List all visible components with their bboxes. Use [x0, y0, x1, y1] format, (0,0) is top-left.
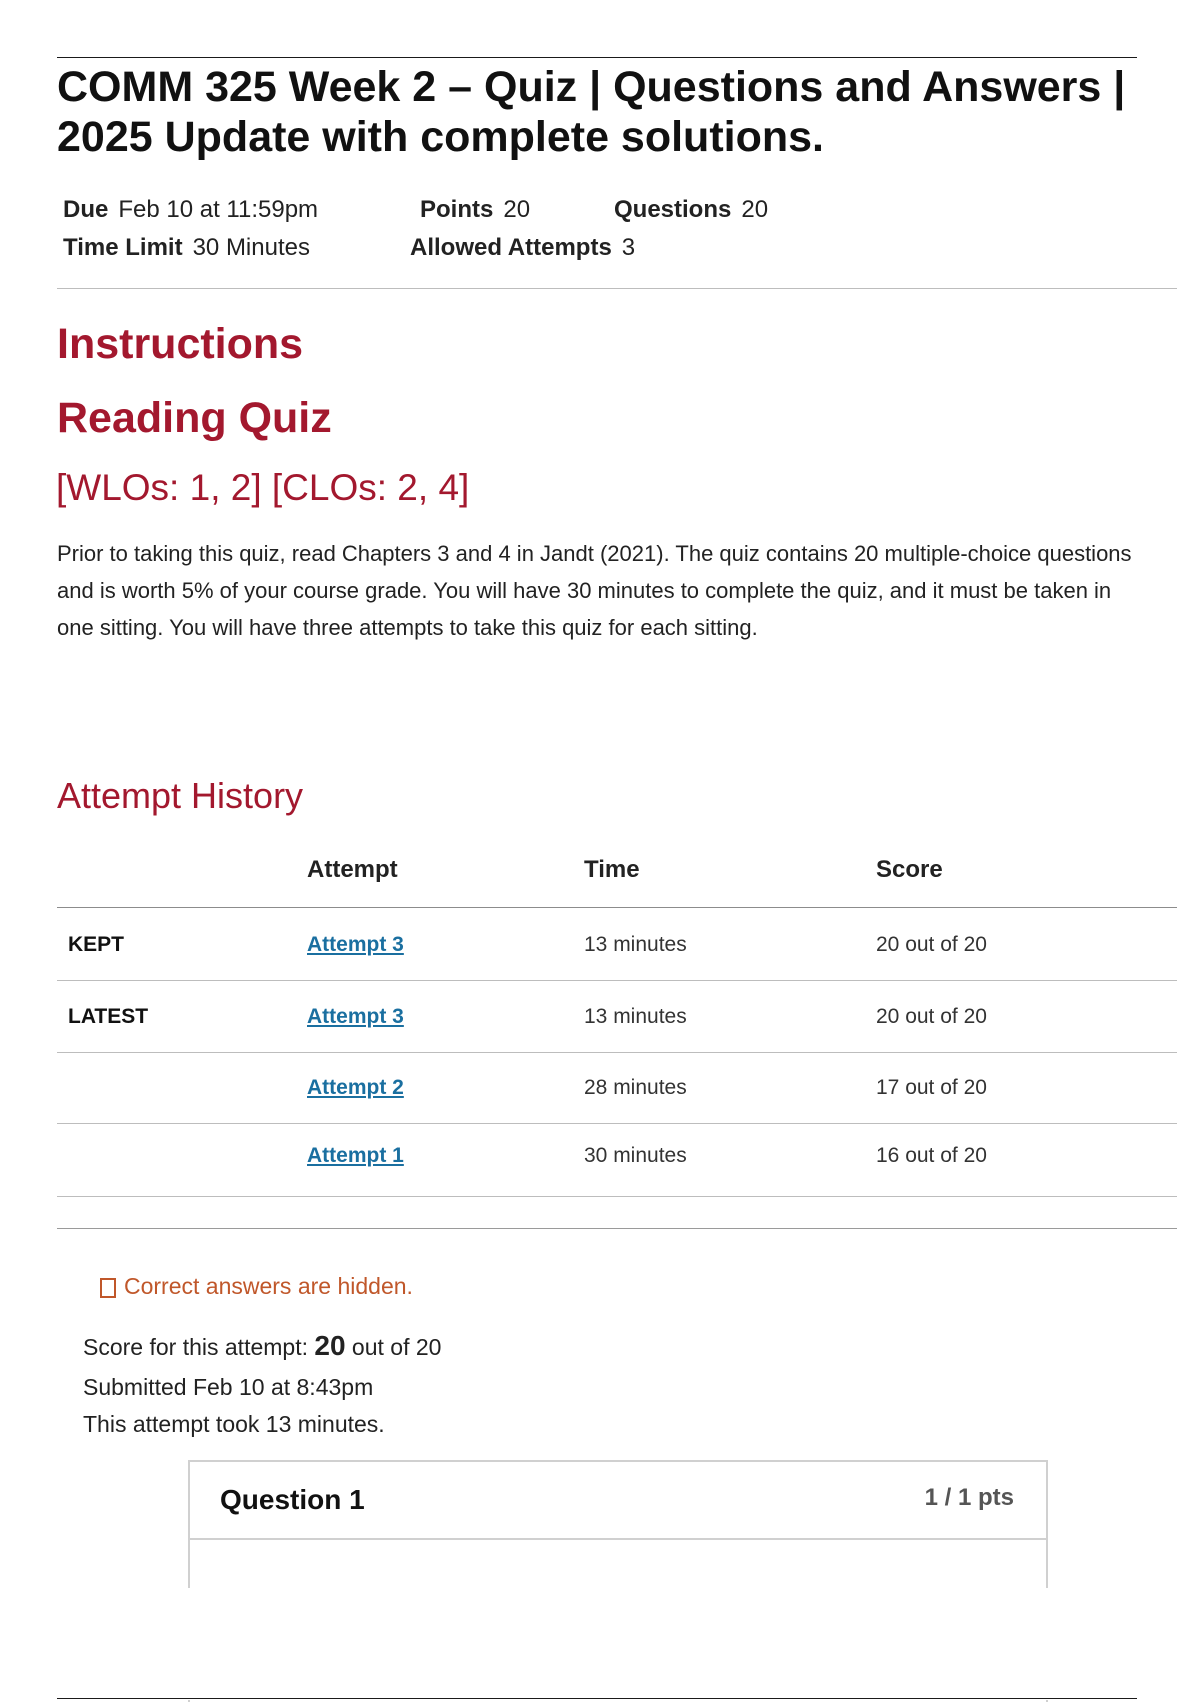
attempt-history-heading: Attempt History	[57, 775, 304, 816]
table-header-divider	[57, 907, 1177, 908]
column-header-score: Score	[876, 856, 943, 883]
section-divider	[57, 1228, 1177, 1229]
attempt-time: 30 minutes	[584, 1144, 687, 1167]
answers-hidden-notice	[100, 1273, 413, 1300]
attempt-time: 28 minutes	[584, 1076, 687, 1099]
table-row	[57, 981, 1177, 1053]
bottom-rule	[57, 1698, 1137, 1699]
table-bottom-divider	[57, 1196, 1177, 1197]
submitted-line: Submitted Feb 10 at 8:43pm	[83, 1374, 374, 1400]
attempt-score: 16 out of 20	[876, 1144, 987, 1167]
attempt-link[interactable]: Attempt 3	[307, 933, 404, 956]
score-prefix: Score for this attempt:	[83, 1334, 308, 1360]
question-points: 1 / 1 pts	[924, 1484, 1014, 1511]
points-meta	[420, 196, 530, 224]
learning-objectives: [WLOs: 1, 2] [CLOs: 2, 4]	[56, 467, 470, 508]
due-meta	[63, 196, 318, 224]
questions-label: Questions	[614, 196, 732, 223]
table-row	[57, 1124, 1177, 1196]
attempt-score: 20 out of 20	[876, 1005, 987, 1028]
allowed-attempts-value: 3	[621, 234, 636, 261]
status-kept: KEPT	[68, 933, 125, 956]
attempt-link[interactable]: Attempt 3	[307, 1005, 404, 1028]
attempt-score: 17 out of 20	[876, 1076, 987, 1099]
table-row	[57, 1053, 1177, 1125]
page-bottom-margin	[0, 1588, 1200, 1700]
question-header	[190, 1462, 1046, 1540]
time-limit-label: Time Limit	[63, 234, 183, 261]
column-header-attempt: Attempt	[307, 856, 398, 883]
instructions-heading: Instructions	[57, 320, 304, 368]
attempt-score-line	[83, 1330, 441, 1362]
question-title: Question 1	[220, 1484, 365, 1515]
questions-value: 20	[741, 196, 769, 223]
due-value: Feb 10 at 11:59pm	[118, 196, 319, 223]
attempt-time: 13 minutes	[584, 933, 687, 956]
notice-text: Correct answers are hidden.	[124, 1273, 413, 1299]
allowed-attempts-label: Allowed Attempts	[410, 234, 612, 261]
top-rule	[57, 57, 1137, 58]
time-limit-value: 30 Minutes	[192, 234, 310, 261]
instructions-text: Prior to taking this quiz, read Chapters 3 and 4 in Jandt (2021). The quiz contains 20 multiple-choice questions and is worth 5% of your course grade. You will have 30 minutes to complete the quiz, and it must be taken in one sitting. You will have three attempts to take this quiz for each sitting.	[57, 541, 1132, 640]
attempt-link[interactable]: Attempt 1	[307, 1144, 404, 1167]
reading-quiz-heading: Reading Quiz	[57, 394, 332, 442]
attempt-link[interactable]: Attempt 2	[307, 1076, 404, 1099]
time-limit-meta	[63, 234, 310, 262]
attempt-score: 20 out of 20	[876, 933, 987, 956]
duration-line: This attempt took 13 minutes.	[83, 1411, 385, 1437]
score-value: 20	[314, 1330, 346, 1361]
allowed-attempts-meta	[410, 234, 635, 262]
status-latest: LATEST	[68, 1005, 149, 1028]
column-header-time: Time	[584, 856, 640, 883]
due-label: Due	[63, 196, 109, 223]
points-label: Points	[420, 196, 494, 223]
attempt-time: 13 minutes	[584, 1005, 687, 1028]
questions-meta	[614, 196, 768, 224]
score-suffix: out of 20	[351, 1334, 442, 1360]
points-value: 20	[503, 196, 531, 223]
page-title: COMM 325 Week 2 – Quiz | Questions and Answers | 2025 Update with complete solutions.	[57, 63, 1126, 161]
info-icon	[100, 1278, 116, 1298]
meta-divider	[57, 288, 1177, 289]
table-row	[57, 909, 1177, 981]
